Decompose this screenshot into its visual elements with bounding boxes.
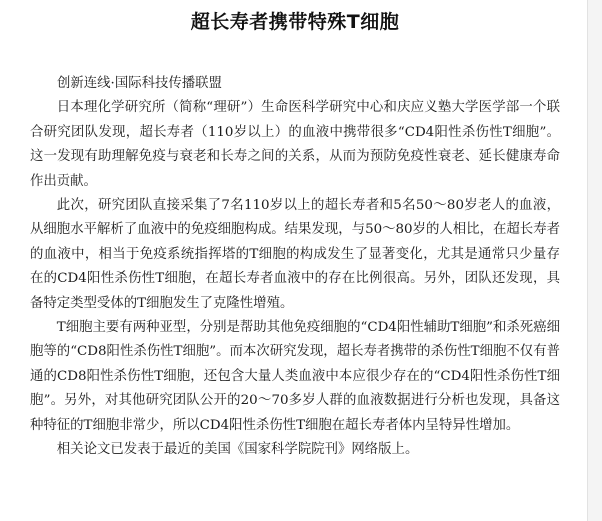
paragraph-t-cell-subtypes: T细胞主要有两种亚型，分别是帮助其他免疫细胞的“CD4阳性辅助T细胞”和杀死癌细胞等的“CD8阳性杀伤性T细胞”。而本次研究发现，超长寿者携带的杀伤性T细胞不仅有普通的CD8阳性杀伤性T细胞，还包含大量人类血液中本应很少存在的“CD4阳性杀伤性T细胞”。另外，对其他研究团队公开的20～70多岁人群的血液数据进行分析也发现，具备这种特征的T细胞非常少，所以CD4阳性杀伤性T细胞在超长寿者体内呈特异性增加。	[30, 320, 560, 433]
article-body	[30, 72, 560, 463]
paragraph-intro: 日本理化学研究所（简称“理研”）生命医科学研究中心和庆应义塾大学医学部一个联合研究团队发现，超长寿者（110岁以上）的血液中携带很多“CD4阳性杀伤性T细胞”。这一发现有助理解免疫与衰老和长寿之间的关系，从而为预防免疫性衰老、延长健康寿命作出贡献。	[30, 100, 560, 189]
paragraph-findings: 此次，研究团队直接采集了7名110岁以上的超长寿者和5名50～80岁老人的血液，从细胞水平解析了血液中的免疫细胞构成。结果发现，与50～80岁的人相比，在超长寿者的血液中，相当于免疫系统指挥塔的T细胞的构成发生了显著变化，尤其是通常只少量存在的CD4阳性杀伤性T细胞，在超长寿者血液中的存在比例很高。另外，团队还发现，具备特定类型受体的T细胞发生了克隆性增殖。	[30, 198, 560, 311]
article-title: 超长寿者携带特殊T细胞	[190, 11, 400, 33]
vertical-scrollbar[interactable]	[587, 0, 602, 521]
article-source: 创新连线·国际科技传播联盟	[57, 76, 222, 91]
paragraph-publication: 相关论文已发表于最近的美国《国家科学院院刊》网络版上。	[56, 442, 419, 458]
